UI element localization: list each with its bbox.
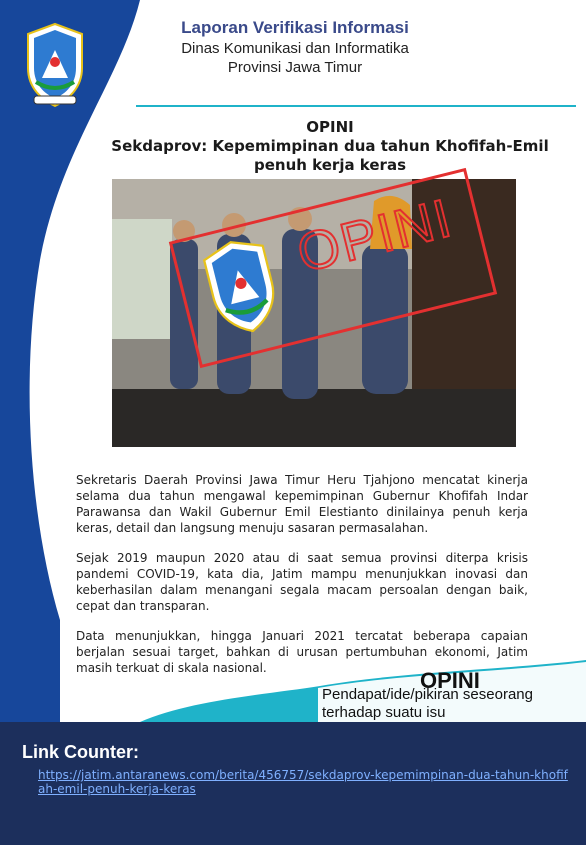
article-heading xyxy=(100,118,560,175)
article-title: Sekdaprov: Kepemimpinan dua tahun Khofifah-Emil penuh kerja keras xyxy=(111,137,549,174)
paragraph: Data menunjukkan, hingga Januari 2021 tercatat beberapa capaian berjalan sesuai target, bahkan di urusan pertumbuhan ekonomi, Jatim masih terkuat di skala nasional. xyxy=(76,629,528,675)
link-counter-label: Link Counter: xyxy=(22,742,139,762)
org-header xyxy=(160,18,430,76)
paragraph: Sejak 2019 maupun 2020 atau di saat semua provinsi diterpa krisis pandemi COVID-19, kata dia, Jatim mampu menunjukkan inovasi dan keberhasilan dalam menangani segala macam persoalan dengan baik, cepat dan transparan. xyxy=(76,551,528,613)
jatim-emblem-icon xyxy=(24,22,86,108)
header-divider xyxy=(136,105,576,107)
agency-name: Dinas Komunikasi dan Informatika xyxy=(181,40,409,57)
paragraph: Sekretaris Daerah Provinsi Jawa Timur Heru Tjahjono mencatat kinerja selama dua tahun mengawal kepemimpinan Gubernur Khofifah Indar Parawansa dan Wakil Gubernur Emil Elestianto dinilainya penuh kerja keras, detail dan langsung menuju sasaran permasalahan. xyxy=(76,473,528,535)
report-title: Laporan Verifikasi Informasi xyxy=(181,18,409,37)
article-category: OPINI xyxy=(306,118,354,136)
definition-term: OPINI xyxy=(420,668,480,693)
footer xyxy=(0,722,586,845)
source-link[interactable]: https://jatim.antaranews.com/berita/456757/sekdaprov-kepemimpinan-dua-tahun-khofifah-emil-penuh-kerja-keras xyxy=(38,768,568,796)
province-name: Provinsi Jawa Timur xyxy=(227,59,363,76)
definition-text: Pendapat/ide/pikiran seseorang terhadap suatu isu xyxy=(322,686,533,721)
stamp-emblem-icon xyxy=(196,232,287,342)
stamp-label: OPINI xyxy=(291,187,459,284)
